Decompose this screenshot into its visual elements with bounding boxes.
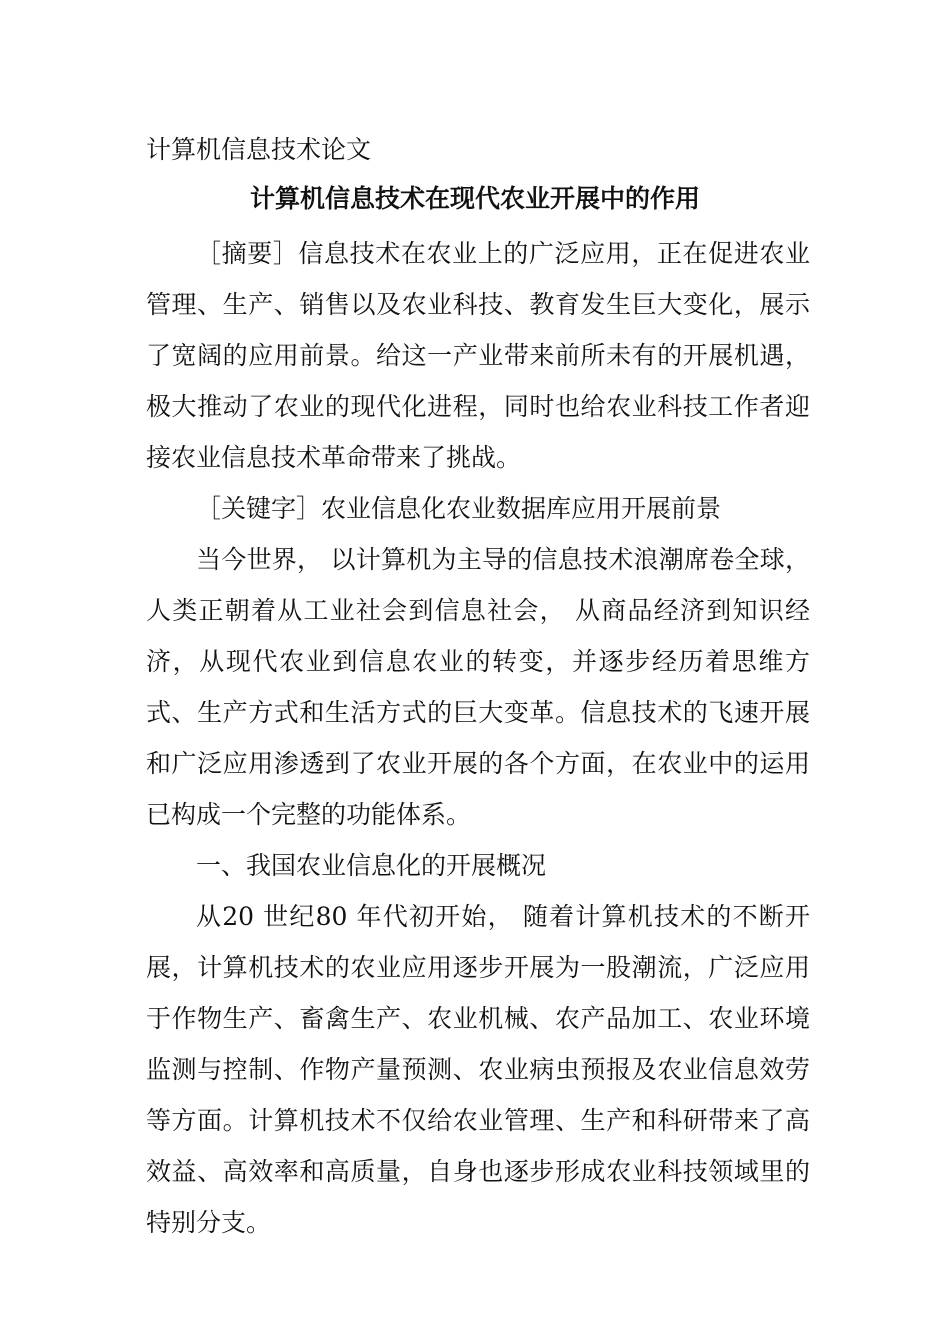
section-heading: 一、我国农业信息化的开展概况: [196, 851, 547, 880]
keywords-paragraph: ［关键字］农业信息化农业数据库应用开展前景: [196, 494, 722, 523]
document-title: 计算机信息技术在现代农业开展中的作用: [249, 184, 700, 213]
document-label: 计算机信息技术论文: [146, 135, 372, 164]
intro-paragraph: 当今世界， 以计算机为主导的信息技术浪潮席卷全球，人类正朝着从工业社会到信息社会， 从商品经济到知识经济，从现代农业到信息农业的转变，并逐步经历着思维方式、生产方式和生活方式的巨大变革。信息技术的飞速开展和广泛应用渗透到了农业开展的各个方面，在农业中的运用已构成一个完整的功能体系。: [146, 545, 810, 829]
section-paragraph: 从20 世纪80 年代初开始， 随着计算机技术的不断开展，计算机技术的农业应用逐步开展为一股潮流，广泛应用于作物生产、畜禽生产、农业机械、农产品加工、农业环境监测与控制、作物产量预测、农业病虫预报及农业信息效劳等方面。计算机技术不仅给农业管理、生产和科研带来了高效益、高效率和高质量，自身也逐步形成农业科技领域里的特别分支。: [146, 902, 810, 1237]
document-body: [146, 228, 810, 1248]
abstract-paragraph: ［摘要］信息技术在农业上的广泛应用，正在促进农业管理、生产、销售以及农业科技、教育发生巨大变化，展示了宽阔的应用前景。给这一产业带来前所未有的开展机遇，极大推动了农业的现代化进程，同时也给农业科技工作者迎接农业信息技术革命带来了挑战。: [146, 239, 810, 472]
